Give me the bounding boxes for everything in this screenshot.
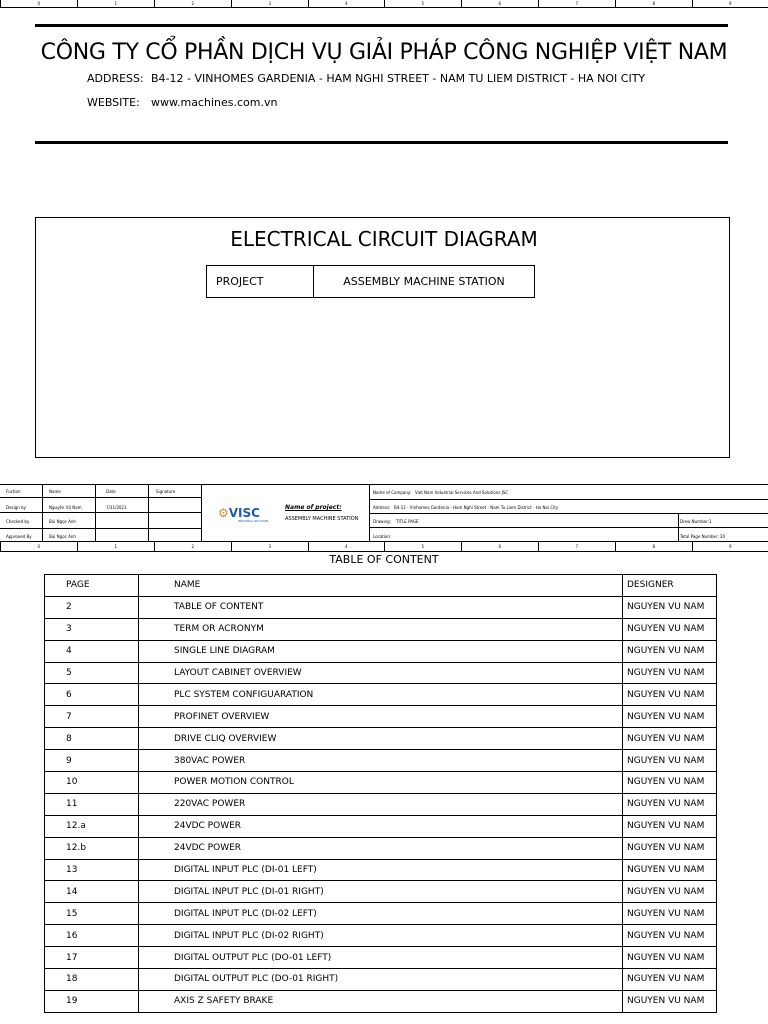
ruler-tick xyxy=(77,542,78,551)
toc-name-cell: TABLE OF CONTENT xyxy=(139,596,623,618)
toc-page-cell: 17 xyxy=(45,947,139,969)
header-bottom-rule xyxy=(35,141,728,144)
ruler-number: 2 xyxy=(191,544,195,549)
website-value: www.machines.com.vn xyxy=(151,96,278,109)
ruler-number: 9 xyxy=(729,544,732,549)
toc-header-row xyxy=(45,575,717,597)
ruler-number: 5 xyxy=(421,1,425,6)
toc-name-cell: DIGITAL INPUT PLC (DI-01 LEFT) xyxy=(139,859,623,881)
tb-address-value: B4-12 - Vinhomes Gardenia - Ham Nghi Street - Nam Tu Liem District - Ha Noi City xyxy=(394,505,559,510)
toc-name-cell: POWER MOTION CONTROL xyxy=(139,772,623,794)
tb-col-line xyxy=(42,485,43,542)
toc-name-cell: SINGLE LINE DIAGRAM xyxy=(139,640,623,662)
toc-name-cell: LAYOUT CABINET OVERVIEW xyxy=(139,662,623,684)
toc-name-cell: 24VDC POWER xyxy=(139,815,623,837)
toc-name-cell: DIGITAL OUTPUT PLC (DO-01 LEFT) xyxy=(139,947,623,969)
logo-text: VISC xyxy=(228,506,260,520)
ruler-tick xyxy=(231,542,232,551)
toc-name-cell: TERM OR ACRONYM xyxy=(139,618,623,640)
project-value: ASSEMBLY MACHINE STATION xyxy=(343,275,505,288)
project-label: PROJECT xyxy=(216,275,264,288)
toc-row xyxy=(45,837,717,859)
toc-designer-cell: NGUYEN VU NAM xyxy=(623,596,717,618)
tb-col-line xyxy=(148,485,149,542)
tb-signature-header: Signature xyxy=(156,489,176,494)
toc-page-cell: 15 xyxy=(45,903,139,925)
ruler-number: 5 xyxy=(421,544,425,549)
toc-row xyxy=(45,947,717,969)
toc-name-cell: 24VDC POWER xyxy=(139,837,623,859)
toc-page-cell: 8 xyxy=(45,728,139,750)
toc-name-cell: DIGITAL OUTPUT PLC (DO-01 RIGHT) xyxy=(139,969,623,991)
address-label: ADDRESS: xyxy=(87,72,144,85)
tb-col-line xyxy=(201,485,202,542)
toc-row xyxy=(45,662,717,684)
toc-page-cell: 4 xyxy=(45,640,139,662)
project-label-cell xyxy=(207,266,314,297)
toc-table xyxy=(44,574,717,1013)
toc-designer-cell: NGUYEN VU NAM xyxy=(623,969,717,991)
toc-name-cell: PROFINET OVERVIEW xyxy=(139,706,623,728)
toc-page-cell: 5 xyxy=(45,662,139,684)
ruler-tick xyxy=(0,542,1,551)
toc-designer-cell: NGUYEN VU NAM xyxy=(623,662,717,684)
tb-checked-name: Bùi Ngọc Anh xyxy=(49,519,76,524)
ruler-tick xyxy=(615,542,616,551)
ruler-tick xyxy=(384,0,385,7)
ruler-number: 8 xyxy=(652,544,656,549)
document-title: ELECTRICAL CIRCUIT DIAGRAM xyxy=(230,227,538,251)
tb-row-line xyxy=(0,528,201,529)
toc-row xyxy=(45,772,717,794)
tb-name-header: Name xyxy=(49,489,61,494)
toc-name-cell: PLC SYSTEM CONFIGUARATION xyxy=(139,684,623,706)
ruler-number: 6 xyxy=(498,544,502,549)
project-box xyxy=(206,265,535,298)
ruler-tick xyxy=(308,542,309,551)
toc-page-cell: 14 xyxy=(45,881,139,903)
toc-page-cell: 2 xyxy=(45,596,139,618)
toc-name-cell: 380VAC POWER xyxy=(139,750,623,772)
tb-company-label: Name of Company: xyxy=(373,490,412,495)
toc-row xyxy=(45,706,717,728)
toc-page-cell: 16 xyxy=(45,925,139,947)
tb-approved-by: Approved By xyxy=(6,534,32,539)
toc-row xyxy=(45,596,717,618)
toc-name-cell: DIGITAL INPUT PLC (DI-02 LEFT) xyxy=(139,903,623,925)
name-of-project-value: ASSEMBLY MACHINE STATION xyxy=(285,516,359,522)
tb-design-date: 7/31/2023 xyxy=(106,505,127,510)
ruler-number: 6 xyxy=(498,1,502,6)
toc-row xyxy=(45,969,717,991)
toc-header-designer: DESIGNER xyxy=(623,575,717,597)
tb-drew-number-label: Drew Number: xyxy=(680,519,709,524)
ruler-number: 3 xyxy=(268,544,272,549)
toc-designer-cell: NGUYEN VU NAM xyxy=(623,618,717,640)
ruler-tick xyxy=(461,542,462,551)
toc-page-cell: 19 xyxy=(45,990,139,1012)
tb-col-line xyxy=(678,513,679,542)
tb-checked-by: Checked by xyxy=(6,519,30,524)
tb-row-line xyxy=(369,527,768,528)
tb-row-line xyxy=(369,513,768,514)
toc-row xyxy=(45,750,717,772)
tb-design-name: Nguyễn Vũ Nam xyxy=(49,505,82,510)
tb-drawing-label: Drawing: xyxy=(373,519,391,524)
toc-designer-cell: NGUYEN VU NAM xyxy=(623,684,717,706)
toc-row xyxy=(45,618,717,640)
company-logo xyxy=(218,506,260,520)
toc-designer-cell: NGUYEN VU NAM xyxy=(623,837,717,859)
toc-row xyxy=(45,990,717,1012)
ruler-number: 9 xyxy=(729,1,732,6)
toc-designer-cell: NGUYEN VU NAM xyxy=(623,947,717,969)
tb-row-line xyxy=(369,499,768,500)
toc-page-cell: 9 xyxy=(45,750,139,772)
ruler-number: 4 xyxy=(345,544,348,549)
ruler-tick xyxy=(0,0,1,7)
tb-date-header: Date xyxy=(106,489,116,494)
toc-designer-cell: NGUYEN VU NAM xyxy=(623,772,717,794)
ruler-number: 1 xyxy=(114,1,118,6)
tb-total-page-label: Total Page Number: xyxy=(680,534,719,539)
toc-row xyxy=(45,859,717,881)
toc-header-page: PAGE xyxy=(45,575,139,597)
ruler-tick xyxy=(615,0,616,7)
toc-title: TABLE OF CONTENT xyxy=(329,553,439,566)
toc-name-cell: DRIVE CLIQ OVERVIEW xyxy=(139,728,623,750)
tb-drew-number-value: 1 xyxy=(709,519,712,524)
ruler-number: 8 xyxy=(652,1,656,6)
ruler-tick xyxy=(154,0,155,7)
ruler-tick xyxy=(538,0,539,7)
ruler-number: 2 xyxy=(191,1,195,6)
toc-designer-cell: NGUYEN VU NAM xyxy=(623,903,717,925)
toc-designer-cell: NGUYEN VU NAM xyxy=(623,706,717,728)
mid-ruler xyxy=(0,541,768,552)
tb-drawing-value: TITLE PAGE xyxy=(396,519,419,524)
ruler-number: 1 xyxy=(114,544,118,549)
toc-designer-cell: NGUYEN VU NAM xyxy=(623,859,717,881)
ruler-tick xyxy=(692,0,693,7)
tb-col-line xyxy=(95,485,96,542)
gear-icon: ⚙ xyxy=(218,506,229,520)
logo-subtitle: INDUSTRIAL SOLUTIONS xyxy=(238,520,269,523)
ruler-number: 0 xyxy=(37,544,41,549)
toc-designer-cell: NGUYEN VU NAM xyxy=(623,750,717,772)
header-top-rule xyxy=(35,24,728,27)
top-ruler xyxy=(0,0,768,8)
ruler-number: 0 xyxy=(37,1,41,6)
ruler-number: 3 xyxy=(268,1,272,6)
tb-design-by: Design by xyxy=(6,505,26,510)
tb-col-line xyxy=(369,485,370,542)
tb-row-line xyxy=(0,497,201,498)
tb-function-header: Fuction xyxy=(6,489,21,494)
toc-page-cell: 12.b xyxy=(45,837,139,859)
company-name: CÔNG TY CỔ PHẦN DỊCH VỤ GIẢI PHÁP CÔNG NGHIỆP VIỆT NAM xyxy=(40,40,728,65)
toc-page-cell: 18 xyxy=(45,969,139,991)
toc-row xyxy=(45,925,717,947)
project-value-cell xyxy=(314,266,534,297)
ruler-number: 7 xyxy=(575,1,579,6)
ruler-tick xyxy=(692,542,693,551)
toc-designer-cell: NGUYEN VU NAM xyxy=(623,990,717,1012)
toc-row xyxy=(45,640,717,662)
toc-row xyxy=(45,815,717,837)
toc-name-cell: 220VAC POWER xyxy=(139,793,623,815)
tb-address-label: Address: xyxy=(373,505,391,510)
tb-approved-name: Bùi Ngọc Anh xyxy=(49,534,76,539)
ruler-tick xyxy=(308,0,309,7)
ruler-number: 7 xyxy=(575,544,579,549)
toc-designer-cell: NGUYEN VU NAM xyxy=(623,793,717,815)
toc-designer-cell: NGUYEN VU NAM xyxy=(623,728,717,750)
toc-page-cell: 3 xyxy=(45,618,139,640)
toc-row xyxy=(45,881,717,903)
toc-row xyxy=(45,684,717,706)
tb-company-value: Viet Nam Industrial Services And Solutions JSC xyxy=(415,490,509,495)
tb-location-label: Location: xyxy=(373,534,392,539)
toc-page-cell: 11 xyxy=(45,793,139,815)
website-label: WEBSITE: xyxy=(87,96,140,109)
toc-page-cell: 10 xyxy=(45,772,139,794)
toc-designer-cell: NGUYEN VU NAM xyxy=(623,925,717,947)
ruler-tick xyxy=(538,542,539,551)
toc-name-cell: DIGITAL INPUT PLC (DI-02 RIGHT) xyxy=(139,925,623,947)
toc-designer-cell: NGUYEN VU NAM xyxy=(623,881,717,903)
toc-page-cell: 13 xyxy=(45,859,139,881)
ruler-tick xyxy=(461,0,462,7)
toc-row xyxy=(45,793,717,815)
cover-frame xyxy=(35,217,730,458)
toc-page-cell: 12.a xyxy=(45,815,139,837)
ruler-tick xyxy=(154,542,155,551)
toc-designer-cell: NGUYEN VU NAM xyxy=(623,640,717,662)
toc-name-cell: AXIS Z SAFETY BRAKE xyxy=(139,990,623,1012)
ruler-number: 4 xyxy=(345,1,348,6)
toc-row xyxy=(45,903,717,925)
ruler-tick xyxy=(384,542,385,551)
name-of-project-label: Name of project: xyxy=(285,504,342,511)
ruler-tick xyxy=(231,0,232,7)
toc-header-name: NAME xyxy=(139,575,623,597)
toc-name-cell: DIGITAL INPUT PLC (DI-01 RIGHT) xyxy=(139,881,623,903)
toc-row xyxy=(45,728,717,750)
toc-designer-cell: NGUYEN VU NAM xyxy=(623,815,717,837)
tb-row-line xyxy=(0,512,201,513)
tb-total-page-value: 20 xyxy=(720,534,726,539)
ruler-tick xyxy=(77,0,78,7)
address-value: B4-12 - VINHOMES GARDENIA - HAM NGHI STREET - NAM TU LIEM DISTRICT - HA NOI CITY xyxy=(151,72,646,85)
toc-page-cell: 6 xyxy=(45,684,139,706)
toc-page-cell: 7 xyxy=(45,706,139,728)
